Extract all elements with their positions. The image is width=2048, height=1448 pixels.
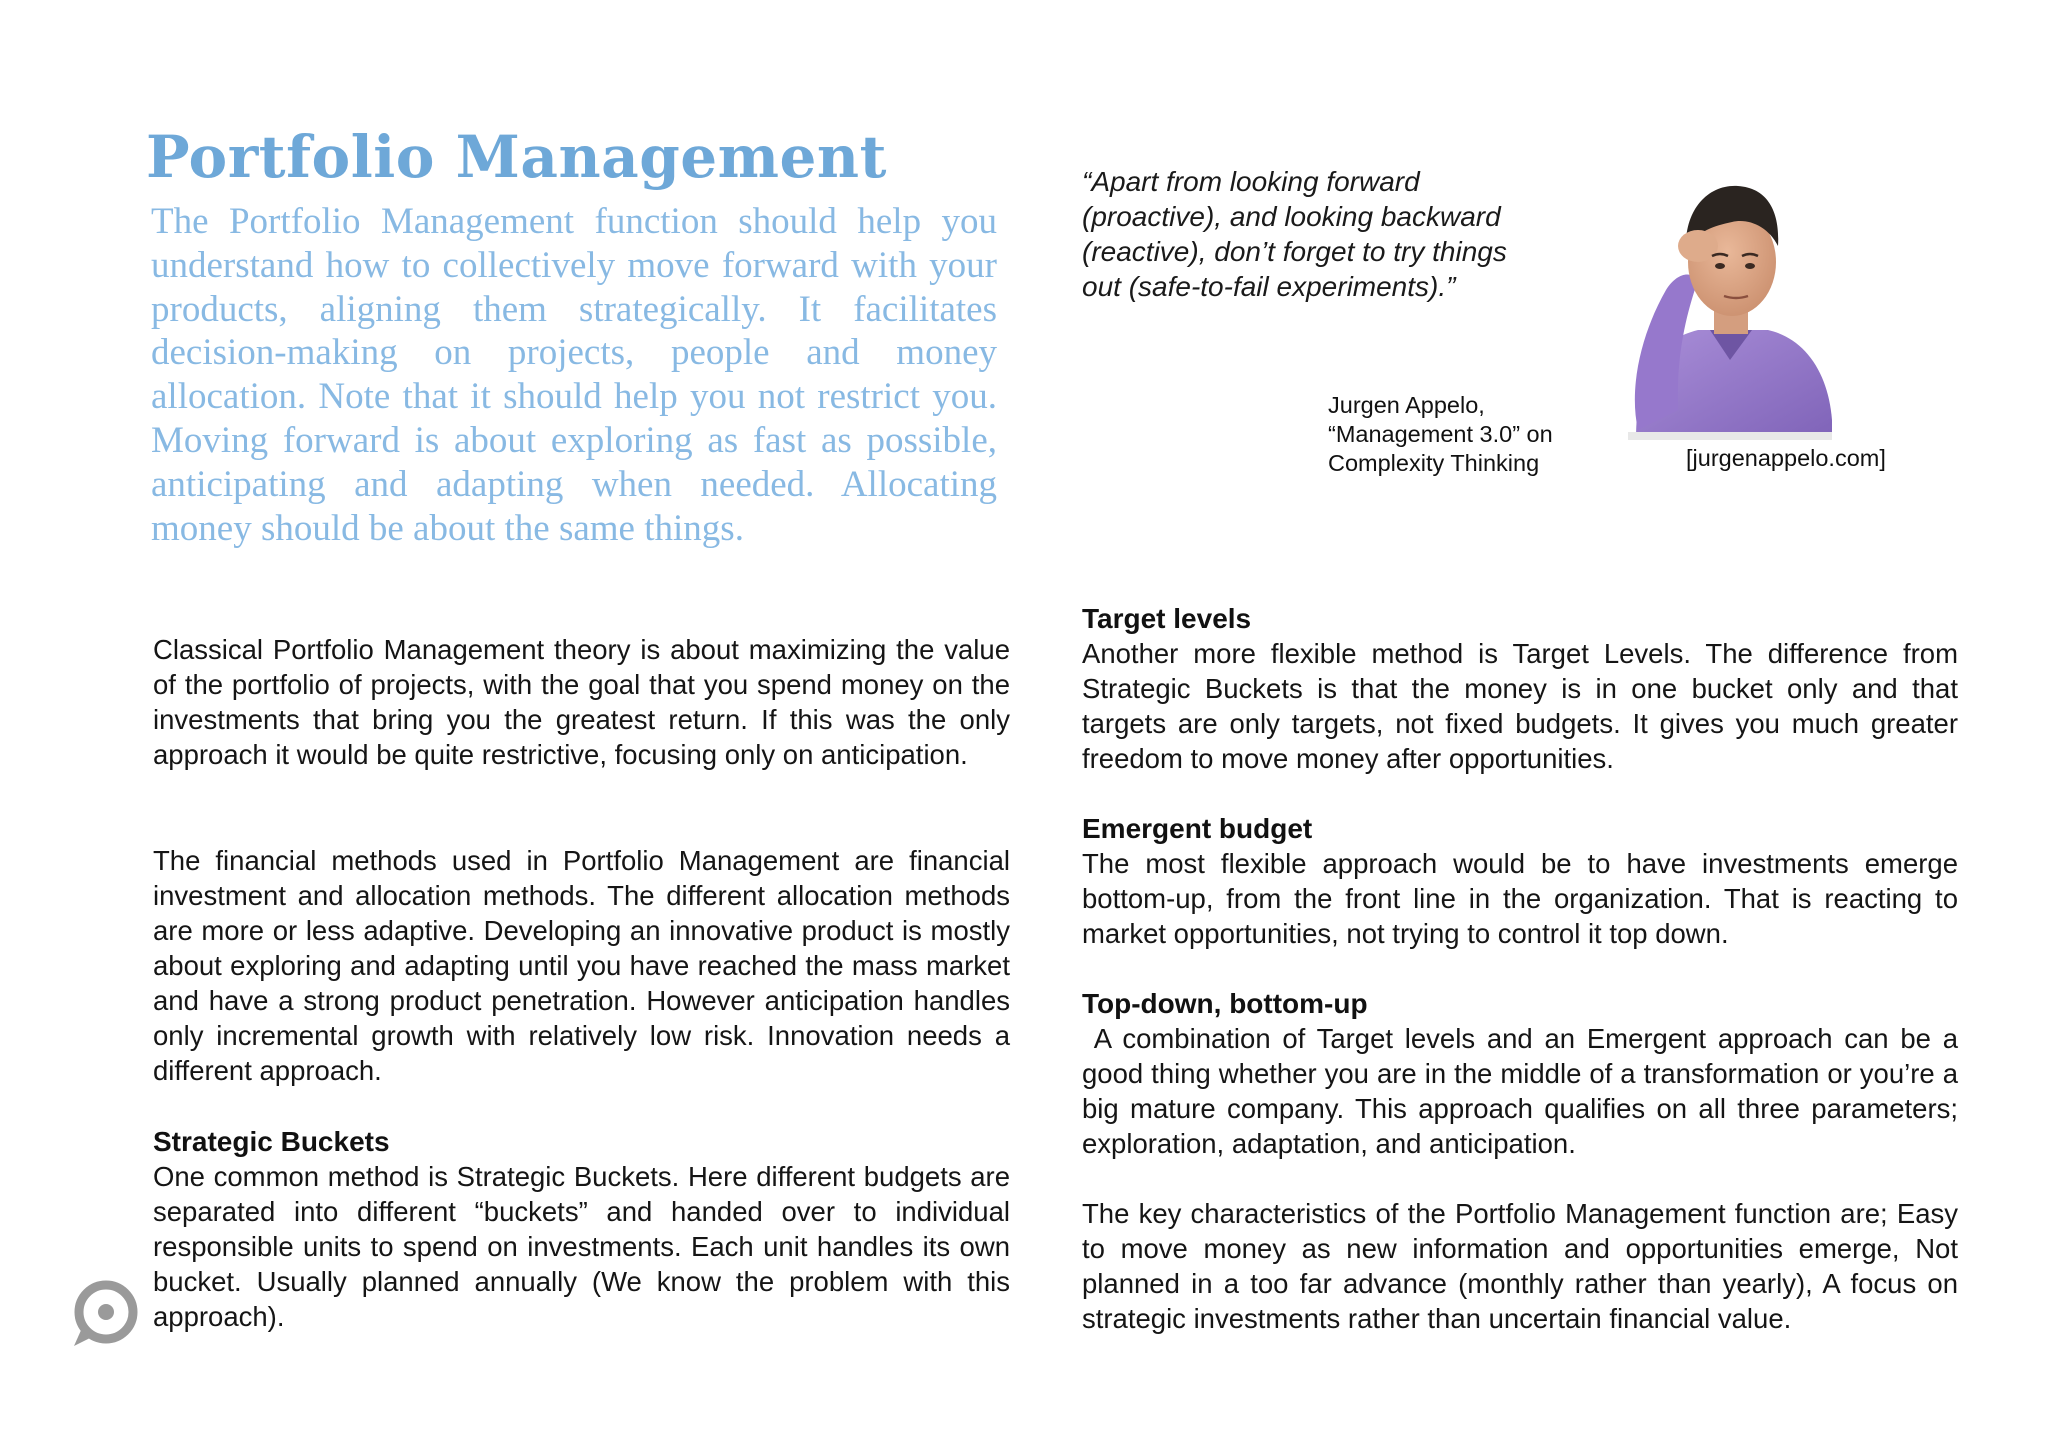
strategic-buckets-heading: Strategic Buckets: [153, 1126, 390, 1157]
quote-attribution: [1328, 391, 1598, 478]
target-levels-heading: Target levels: [1082, 603, 1252, 634]
appelo-quote: “Apart from looking forward (proactive), and looking backward (reactive), don’t forget to try things out (safe-to-fail experiments).”: [1082, 166, 1507, 302]
attribution-topic: Complexity Thinking: [1328, 450, 1540, 476]
key-characteristics-paragraph: The key characteristics of the Portfolio Management function are; Easy to move money as new information and opportunities emerge, Not planned in a too far advance (monthly rather than yearly), A focus on strategic investments rather than uncertain financial value.: [1082, 1198, 1958, 1334]
attribution-book: “Management 3.0” on: [1328, 421, 1553, 447]
image-source-caption: [jurgenappelo.com]: [1686, 445, 1886, 471]
strategic-buckets-paragraph: One common method is Strategic Buckets. Here different budgets are separated into different “buckets” and handed over to individual responsible units to spend on investments. Each unit handles its own bucket. Usually planned annually (We know the problem with this approach).: [153, 1161, 1010, 1332]
target-levels-paragraph: Another more flexible method is Target Levels. The difference from Strategic Buckets is that the money is in one bucket only and that targets are only targets, not fixed budgets. It gives you much greater freedom to move money after opportunities.: [1082, 638, 1958, 774]
top-down-bottom-up-paragraph: A combination of Target levels and an Emergent approach can be a good thing whether you are in the middle of a transformation or you’re a big mature company. This approach qualifies on all three parameters; exploration, adaptation, and anticipation.: [1082, 1023, 1958, 1159]
financial-methods-paragraph: The financial methods used in Portfolio Management are financial investment and allocation methods. The different allocation methods are more or less adaptive. Developing an innovative product is mostly about exploring and adapting until you have reached the mass market and have a strong product penetration. However anticipation handles only incremental growth with relatively low risk. Innovation needs a different approach.: [153, 845, 1010, 1086]
attribution-name: Jurgen Appelo,: [1328, 392, 1485, 418]
top-down-bottom-up-heading: Top-down, bottom-up: [1082, 988, 1368, 1019]
intro-paragraph: The Portfolio Management function should help you understand how to collectively move forward with your products, aligning them strategically. It facilitates decision-making on projects, people and money allocation. Note that it should help you not restrict you. Moving forward is about exploring as fast as possible, anticipating and adapting when needed. Allocating money should be about the same things.: [151, 201, 997, 549]
emergent-budget-heading: Emergent budget: [1082, 813, 1313, 844]
portrait-photo: [1628, 170, 1832, 440]
emergent-budget-paragraph: The most flexible approach would be to have investments emerge bottom-up, from the front line in the organization. That is reacting to market opportunities, not trying to control it top down.: [1082, 848, 1958, 949]
page-title: Portfolio Management: [146, 123, 887, 191]
classical-portfolio-paragraph: Classical Portfolio Management theory is about maximizing the value of the portfolio of projects, with the goal that you spend money on the investments that bring you the greatest return. If this was the only approach it would be quite restrictive, focusing only on anticipation.: [153, 634, 1010, 770]
speech-bubble-logo-icon[interactable]: [68, 1278, 140, 1350]
